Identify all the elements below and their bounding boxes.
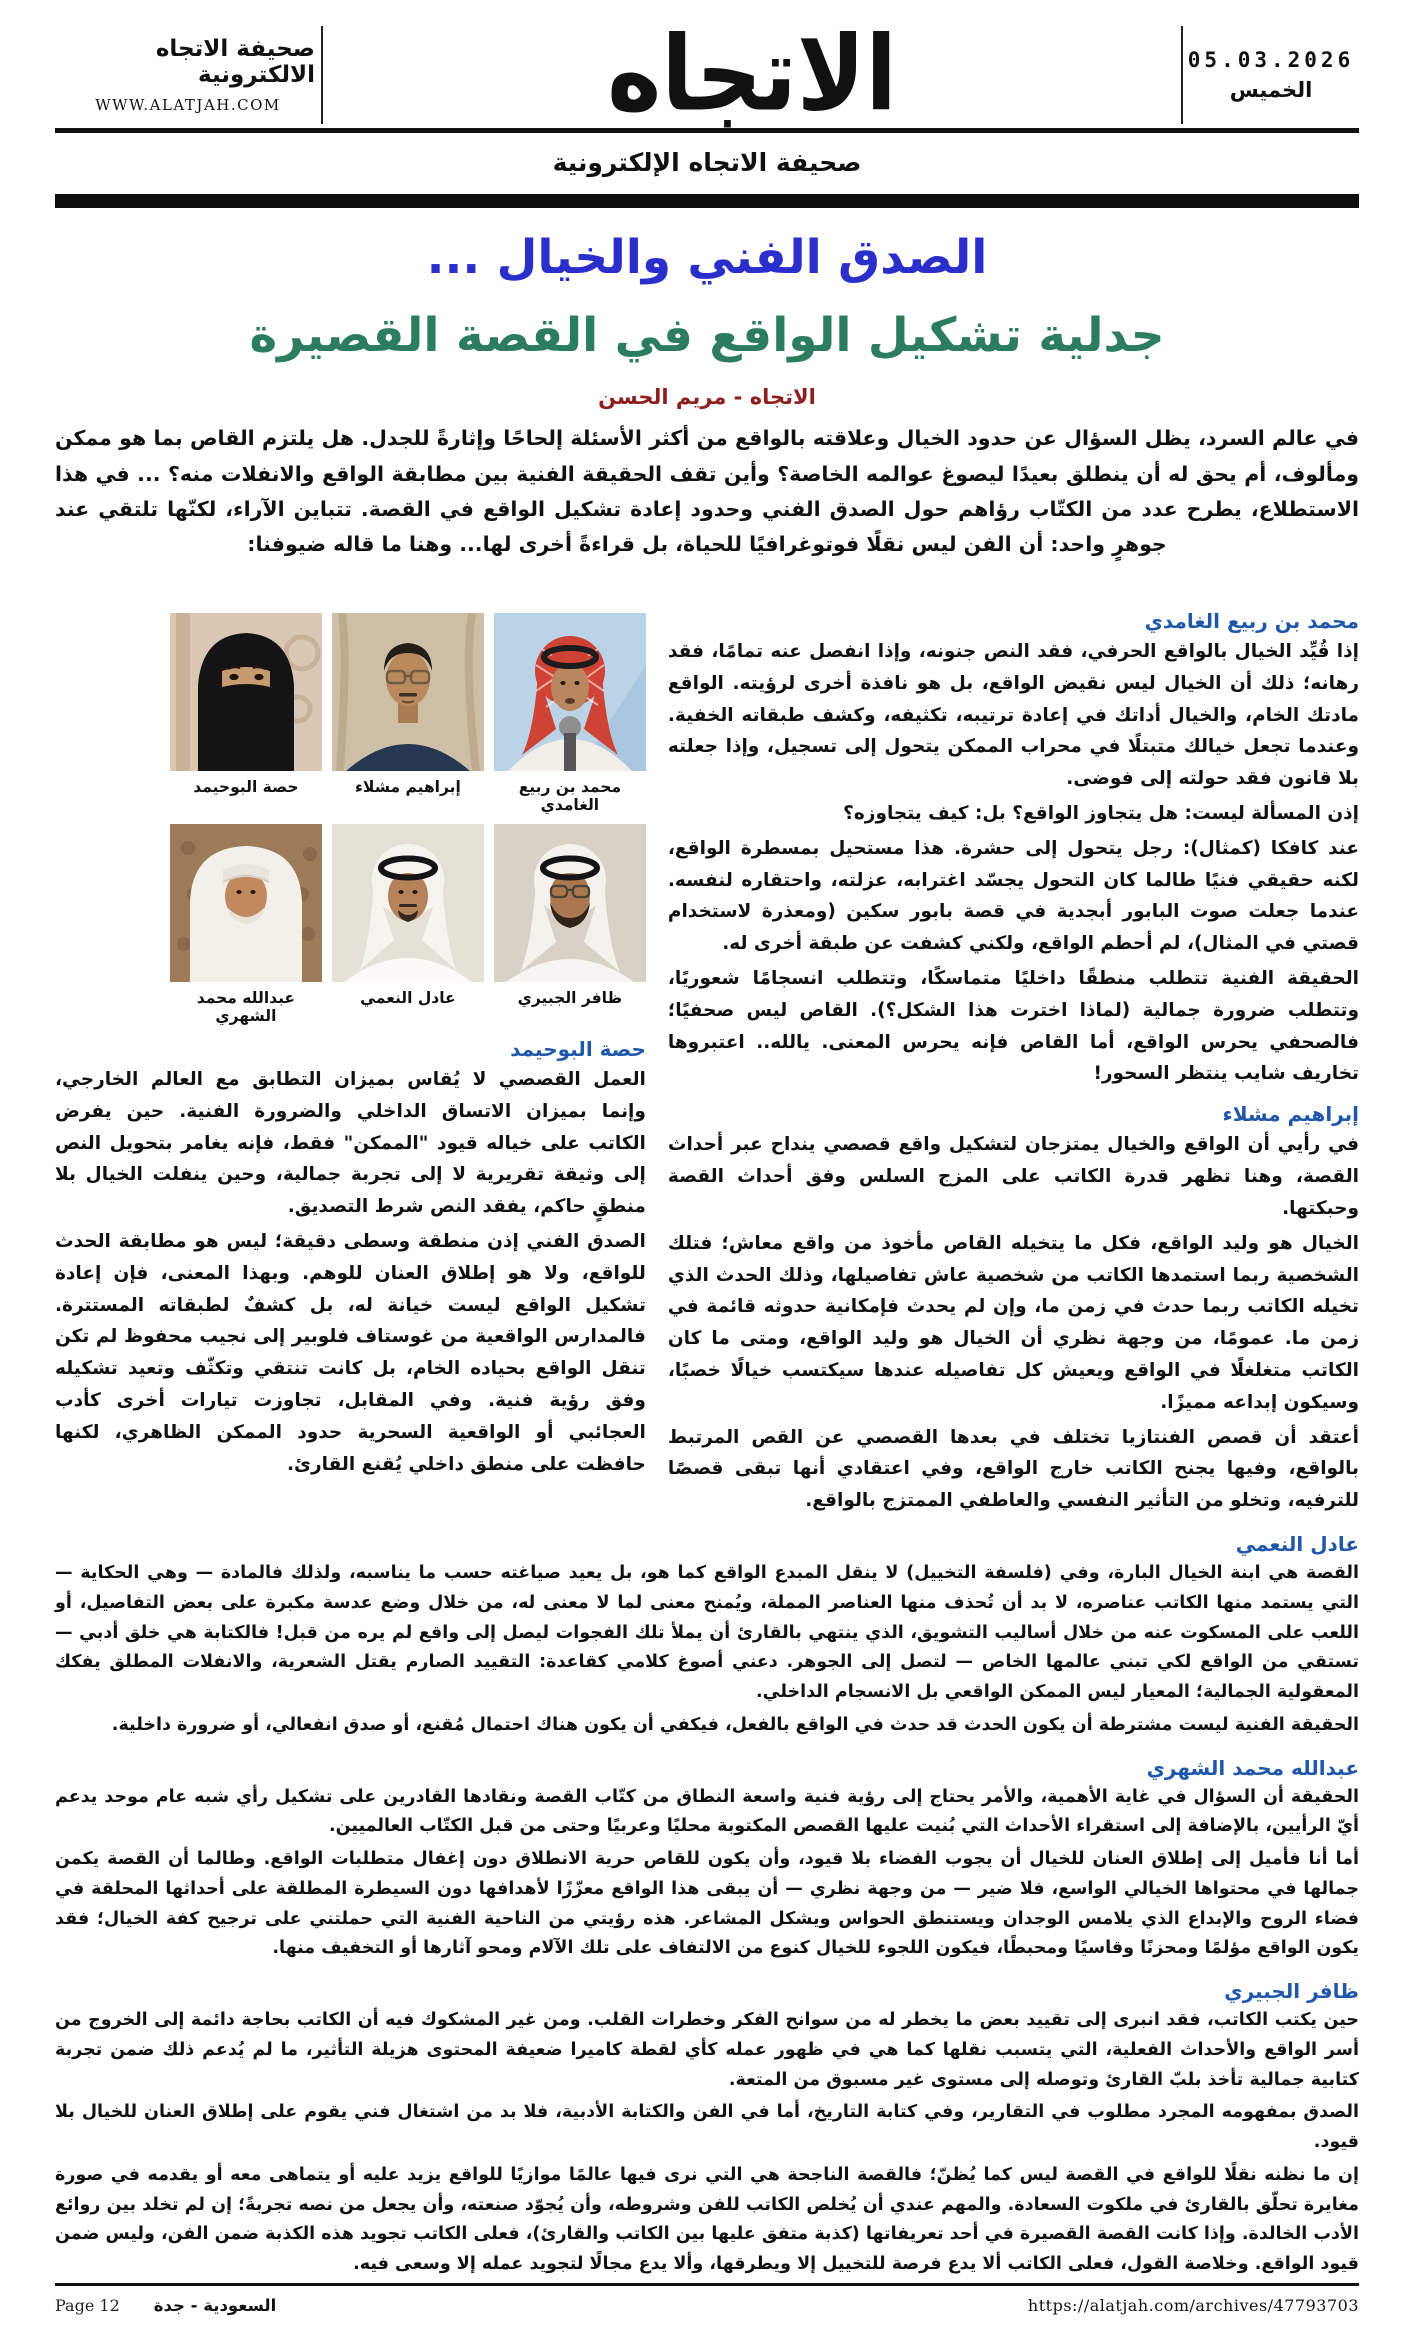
article-url-link[interactable]: https://alatjah.com/archives/47793703 <box>1027 2295 1359 2315</box>
section-paragraph: إذن المسألة ليست: هل يتجاوز الواقع؟ بل: كيف يتجاوزه؟ <box>843 802 1359 824</box>
section-paragraph: الحقيقة الفنية تتطلب منطقًا داخليًا متماسكًا، وتتطلب انسجامًا شعوريًا، وتتطلب ضرورة جمالية (لماذا اخترت هذا الشكل؟). القاص ليس صحفيًا؛ فالصحفي يحرس الواقع، أما القاص فإنه يحرس المعنى. يالله.. اعتبروها تخاريف شايب ينتظر السحور! <box>667 968 1359 1085</box>
section-paragraph: الحقيقة الفنية ليست مشترطة أن يكون الحدث قد حدث في الواقع بالفعل، فيكفي أن يكون هناك احتمال مُقنع، أو صدق انفعالي، أو ضرورة داخلية. <box>111 1714 1359 1735</box>
page-footer <box>55 2283 1359 2315</box>
portrait-photo <box>170 613 322 771</box>
page-number: Page 12 <box>55 2295 120 2315</box>
newspaper-website[interactable]: WWW.ALATJAH.COM <box>95 96 281 114</box>
section-paragraph: إذا قُيِّد الخيال بالواقع الحرفي، فقد النص جنونه، وإذا انفصل عنه تمامًا، فقد رهانه؛ ذلك أن الخيال ليس نقيض الواقع، بل هو نافذة أخرى لرؤيته. الواقع مادتك الخام، والخيال أداتك في إعادة ترتيبه، تكثيفه، وكشف طبقاته الخفية. وعندما تجعل خيالك متبتلًا في محراب الممكن يتحول إلى تسجيل، وإذا جعلته بلا قانون فقد حولته إلى فوضى. <box>667 640 1359 790</box>
section-heading: عبدالله محمد الشهري <box>1146 1755 1359 1780</box>
photo-column-left <box>55 597 646 1520</box>
section-heading: ظافر الجبيري <box>1224 1979 1359 2003</box>
portrait-photo <box>332 613 484 771</box>
section-paragraph: الخيال هو وليد الواقع، فكل ما يتخيله القاص مأخوذ من واقع معاش؛ فتلك الشخصية ربما استمدها الكاتب من شخصية عاش تفاصيلها، وذلك الحدث الذي تخيله الكاتب ربما حدث في زمن ما، وإن لم يحدث فإمكانية حدوثه قائمة في زمن ما. عمومًا، من وجهة نظري أن الخيال هو وليد الواقع، ومتى ما كان الكاتب متغلغلًا في الواقع ويعيش كل تفاصيله عندها سيكتسب خيالًا خصبًا، وسيكون إبداعه مميزًا. <box>667 1232 1359 1413</box>
portrait-photo <box>170 824 322 982</box>
photo-caption: ظافر الجبيري <box>517 988 623 1007</box>
issue-day: الخميس <box>1229 78 1313 102</box>
section-paragraph: العمل القصصي لا يُقاس بميزان التطابق مع العالم الخارجي، وإنما بميزان الاتساق الداخلي والضرورة الفنية. حين يفرض الكاتب على خياله قيود "الممكن" فقط، فإنه يغامر بتحويل النص إلى وثيقة تقريرية لا إلى تجربة جمالية، وحين ينفلت الخيال بلا منطقٍ حاكم، يفقد النص شرط التصديق. <box>55 1068 646 1218</box>
photo-alghamdi <box>494 613 646 814</box>
portrait-aljubairi-illustration <box>494 824 646 982</box>
issue-date: 05.03.2026 <box>1187 48 1355 72</box>
photo-caption: محمد بن ربيع الغامدي <box>518 777 622 814</box>
section-heading: عادل النعمي <box>1235 1532 1359 1556</box>
two-column-zone <box>55 597 1359 1520</box>
section-paragraph: الصدق بمفهومه المجرد مطلوب في التقارير، وفي كتابة التاريخ، أما في الفن والكتابة الأدبية، فلا بد من اشتغال فني يقوم على إطلاق العنان للخيال بلا قيود. <box>55 2102 1359 2152</box>
footer-location: السعودية - جدة <box>153 2295 277 2315</box>
section-heading: حصة البوحيمد <box>510 1036 646 1061</box>
photo-caption: حصة البوحيمد <box>193 777 299 796</box>
portrait-alghamdi-illustration <box>494 613 646 771</box>
photo-caption: عادل النعمي <box>360 988 456 1007</box>
portrait-alshahri-illustration <box>170 824 322 982</box>
photo-aljubairi <box>494 824 646 1025</box>
section-paragraph: الحقيقة أن السؤال في غاية الأهمية، والأمر يحتاج إلى رؤية فنية واسعة النطاق من كتّاب القصة ونقادها القادرين على تشكيل رأي شبه عام موحد يدعم أيّ الرأيين، بالإضافة إلى استقراء الأحداث التي بُنيت عليها القصص المكتوبة محليًا وعربيًا وحتى من قبل الكتّاب العالميين. <box>55 1786 1359 1837</box>
portrait-mishla-illustration <box>332 613 484 771</box>
headline-line-2: جدلية تشكيل الواقع في القصة القصيرة <box>249 307 1165 363</box>
masthead <box>55 14 1359 135</box>
portrait-photo <box>494 824 646 982</box>
masthead-left-block <box>55 26 323 124</box>
newspaper-logo: الاتجاه <box>607 14 897 135</box>
masthead-subtitle: صحيفة الاتجاه الإلكترونية <box>552 148 862 177</box>
photo-caption: إبراهيم مشلاء <box>355 777 461 796</box>
section-paragraph: في رأيي أن الواقع والخيال يمتزجان لتشكيل واقع قصصي ينداح عبر أحداث القصة، وهنا تظهر قدرة الكاتب على المزج السلس وفق أحداث القصة وحبكتها. <box>667 1134 1359 1219</box>
photo-alnuami <box>332 824 484 1025</box>
byline: الاتجاه - مريم الحسن <box>598 385 816 410</box>
section-alghamdi <box>668 609 1359 1090</box>
footer-left-group <box>55 2296 276 2315</box>
section-aljubairi <box>55 1967 1359 2283</box>
photo-alshahri <box>170 824 322 1025</box>
section-paragraph: أما أنا فأميل إلى إطلاق العنان للخيال أن يجوب الفضاء بلا قيود، وأن يكون للقاص حرية الانطلاق دون إغفال متطلبات الواقع. وطالما أن القصة يكمن جمالها في محتواها الخيالي الواسع، فلا ضير — من وجهة نظري — أن يبقى هذا الواقع معزّزًا لأهدافها دون السيطرة المطلقة على أحداثها المحلقة في فضاء الروح والإبداع الذي يلامس الوجدان ويستنطق الحواس ويشكل المشاعر. هذه رؤيتي من الناحية الفنية التي حملتني على ترجيح كفة الخيال؛ فقد يكون الواقع مؤلمًا ومحزنًا وقاسيًا ومحبطًا، فيكون اللجوء للخيال كنوع من الالتفاف على تلك الآلام ومحو آثارها أو التخفيف منها. <box>55 1849 1359 1959</box>
portrait-photo <box>494 613 646 771</box>
intro-paragraph: في عالم السرد، يظل السؤال عن حدود الخيال وعلاقته بالواقع من أكثر الأسئلة إلحاحًا وإثارةً للجدل. هل يلتزم القاص بما هو ممكن ومألوف، أم يحق له أن ينطلق بعيدًا ليصوغ عوالمه الخاصة؟ وأين تقف الحقيقة الفنية بين مطابقة الواقع والانفلات منه؟ ... في هذا الاستطلاع، يطرح عدد من الكتّاب رؤاهم حول الصدق الفني وحدود إعادة تشكيل الواقع في القصة. تتباين الآراء، لكنّها تلتقي عند جوهرٍ واحد: أن الفن ليس نقلًا فوتوغرافيًا للحياة، بل قراءةً أخرى لها... وهنا ما قاله ضيوفنا: <box>55 426 1359 557</box>
photo-mishla <box>332 613 484 814</box>
newspaper-name-small: صحيفة الاتجاه الالكترونية <box>155 36 315 88</box>
section-paragraph: القصة هي ابنة الخيال البارة، وفي (فلسفة التخييل) لا ينقل المبدع الواقع كما هو، بل يعيد صياغته حسب ما يناسبه، ولذلك فالمادة — وهي الحكاية — التي يستمد منها الكاتب عناصره، لا بد أن تُحذف منها العناصر المملة، ويُمنح معنى لما لا معنى له، من خلال وضع عدسة مكبرة على بعض التفاصيل، أو اللعب على المسكوت عنه من خلال أساليب التشويق، الذي ينتهي بالقارئ أن يملأ تلك الفجوات ليصل إلى واقع لم يره من قبل! فالكتابة هي خلق أدبي — تستقي من الواقع لكي تبني عالمها الخاص — لتصل إلى الجوهر. دعني أصوغ كلامي كقاعدة: التقييد الصارم يقتل الشعرية، والانفلات المطلق يفكك المعقولية الجمالية؛ المعيار ليس الممكن الواقعي بل الانسجام الداخلي. <box>55 1563 1359 1702</box>
contributor-photos-grid <box>55 613 646 1025</box>
text-column-right <box>668 597 1359 1520</box>
headline-line-1: الصدق الفني والخيال ... <box>426 230 988 285</box>
separator-bar <box>55 194 1359 208</box>
section-mishla <box>668 1102 1359 1517</box>
section-paragraph: أعتقد أن قصص الفنتازيا تختلف في بعدها القصصي عن القص المرتبط بالواقع، وفيها يجنح الكاتب خارج الواقع، وفي اعتقادي أنها تبقى قصصًا للترفيه، وتخلو من التأثير النفسي والعاطفي الممتزج بالواقع. <box>667 1426 1359 1512</box>
section-heading: محمد بن ربيع الغامدي <box>1144 608 1359 633</box>
photo-caption: عبدالله محمد الشهري <box>196 988 296 1025</box>
article-headline <box>55 232 1359 361</box>
section-paragraph: الصدق الفني إذن منطقة وسطى دقيقة؛ ليس هو مطابقة الحدث للواقع، ولا هو إطلاق العنان للوهم. وبهذا المعنى، فإن إعادة تشكيل الواقع ليست خيانة له، بل كشفٌ لطبقاته المستترة. فالمدارس الواقعية من غوستاف فلوبير إلى نجيب محفوظ لم تكن تنقل الواقع بحياده الخام، بل كانت تنتقي وتكثّف وتعيد تشكيله وفق رؤية فنية. وفي المقابل، تجاوزت تيارات أخرى كأدب العجائبي أو الواقعية السحرية حدود الممكن الظاهري، لكنها حافظت على منطق داخلي يُقنع القارئ. <box>55 1230 646 1475</box>
section-heading: إبراهيم مشلاء <box>1222 1102 1359 1127</box>
photo-albuhaimed <box>170 613 322 814</box>
portrait-alnuami-illustration <box>332 824 484 982</box>
section-paragraph: حين يكتب الكاتب، فقد انبرى إلى تقييد بعض ما يخطر له من سوانح الفكر وخطرات القلب. ومن غير المشكوك فيه أن الكاتب بحاجة دائمة إلى الخروج من أسر الواقع والأحداث الفعلية، التي يتسبب نقلها كما هي في ظهور عمله كأي لقطة كاميرا ضعيفة المحتوى هزيلة التأثير، ما لم يُدعم ذلك ضمن تجربة كتابية جمالية تأخذ بلبّ القارئ وتوصله إلى مستوى غير مسبوق من المتعة. <box>55 2010 1359 2090</box>
section-alshahri <box>55 1744 1359 1968</box>
masthead-logo-area <box>323 14 1181 135</box>
section-paragraph: عند كافكا (كمثال): رجل يتحول إلى حشرة. هذا مستحيل بمسطرة الواقع، لكنه حقيقي فنيًا طالما كان التحول يجسّد اغترابه، عزلته، واحتقاره لنفسه. عندما جعلت صوت البابور أبجدية في قصة بابور سكين (ومعذرة لاستخدام قصتي في المثال)، لم أحطم الواقع، ولكني كشفت عن طبقة أخرى له. <box>667 837 1359 955</box>
section-albuhaimed <box>55 1037 646 1481</box>
masthead-right-block <box>1181 26 1359 124</box>
portrait-albuhaimed-illustration <box>170 613 322 771</box>
portrait-photo <box>332 824 484 982</box>
section-alnuami <box>55 1520 1359 1744</box>
section-paragraph: إن ما نظنه نقلًا للواقع في القصة ليس كما يُظنّ؛ فالقصة الناجحة هي التي نرى فيها عالمًا موازيًا للواقع يزيد عليه أو يتماهى معه أو يقدمه في صورة مغايرة تحلّق بالقارئ في ملكوت السعادة. والمهم عندي أن يُخلص الكاتب للفن وشروطه، وأن يُجوّد صنعته، وأن يجعل من نصه تجربةً؛ إن لم تخلد بين روائع الأدب الخالدة. وإذا كانت القصة القصيرة في أحد تعريفاتها (كذبة متفق عليها بين الكاتب والقارئ)، فعلى الكاتب تجويد هذه الكذبة ضمن الفن، وليس ضمن قيود الواقع. وخلاصة القول، فعلى الكاتب ألا يدع فرصة للتخييل إلا ويطرقها، وألا يدع مجالًا لتجويد عمله إلا وسعى فيه. <box>55 2164 1359 2274</box>
